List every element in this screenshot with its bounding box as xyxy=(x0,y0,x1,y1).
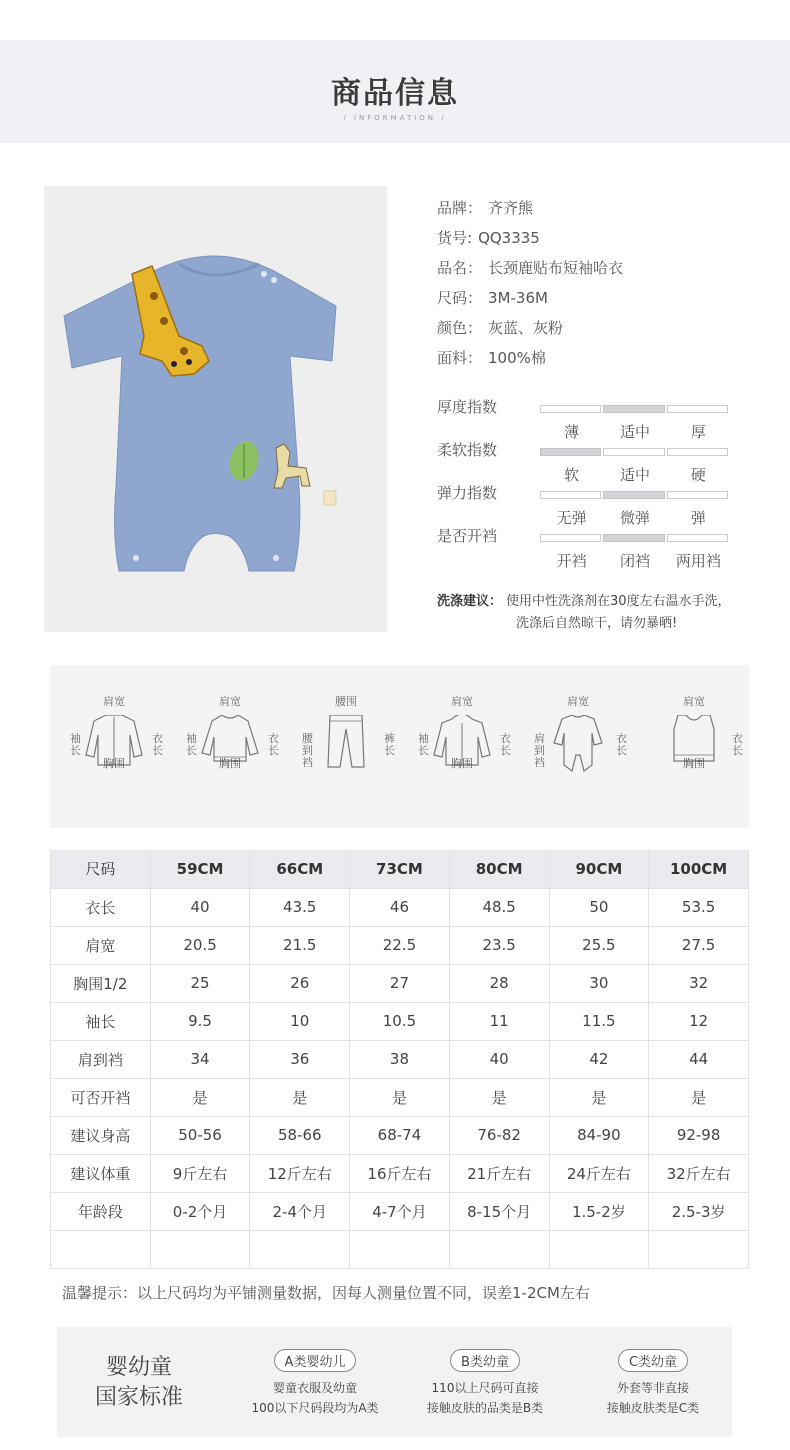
index-row xyxy=(437,396,757,439)
table-cell xyxy=(649,1230,749,1268)
index-option: 硬 xyxy=(690,466,706,484)
table-cell: 38 xyxy=(350,1040,450,1078)
table-cell: 27.5 xyxy=(649,926,749,964)
table-cell: 1.5-2岁 xyxy=(549,1192,649,1230)
index-name: 柔软指数 xyxy=(437,441,498,459)
garment-diagram xyxy=(172,665,288,828)
row-label: 袖长 xyxy=(51,1002,151,1040)
measure-top-label: 肩宽 xyxy=(451,695,473,708)
table-cell: 是 xyxy=(549,1078,649,1116)
table-cell: 26 xyxy=(250,964,350,1002)
table-cell: 22.5 xyxy=(350,926,450,964)
row-label: 胸围1/2 xyxy=(51,964,151,1002)
measure-top-label: 肩宽 xyxy=(683,695,705,708)
index-option: 弹 xyxy=(690,509,706,527)
index-row xyxy=(437,482,757,525)
table-row xyxy=(51,1040,749,1078)
index-option: 薄 xyxy=(564,423,580,441)
measure-top-label: 肩宽 xyxy=(103,695,125,708)
table-cell: 是 xyxy=(150,1078,250,1116)
table-cell: 92-98 xyxy=(649,1116,749,1154)
garment-diagram xyxy=(520,665,636,828)
row-label: 衣长 xyxy=(51,888,151,926)
index-segment xyxy=(667,534,728,542)
table-row xyxy=(51,1116,749,1154)
table-cell: 53.5 xyxy=(649,888,749,926)
measurement-guide xyxy=(50,665,749,828)
table-cell xyxy=(150,1230,250,1268)
index-option: 软 xyxy=(564,466,580,484)
measure-top-label: 肩宽 xyxy=(219,695,241,708)
table-cell: 84-90 xyxy=(549,1116,649,1154)
table-cell: 4-7个月 xyxy=(350,1192,450,1230)
index-name: 厚度指数 xyxy=(437,398,498,416)
measure-middle-label: 胸围 xyxy=(219,757,241,770)
index-row xyxy=(437,525,757,568)
info-row-fabric: 面料： 100%棉 xyxy=(437,349,546,367)
measure-top-label: 肩宽 xyxy=(567,695,589,708)
table-cell xyxy=(250,1230,350,1268)
table-cell: 50-56 xyxy=(150,1116,250,1154)
measure-top-label: 腰围 xyxy=(335,695,357,708)
index-segment xyxy=(603,405,664,413)
table-cell: 25.5 xyxy=(549,926,649,964)
measure-left-label: 肩到裆 xyxy=(534,732,545,769)
table-cell: 23.5 xyxy=(449,926,549,964)
index-option: 厚 xyxy=(690,423,706,441)
table-cell: 46 xyxy=(350,888,450,926)
index-row xyxy=(437,439,757,482)
romper-icon xyxy=(548,715,608,775)
size-header-cell: 73CM xyxy=(350,850,450,888)
index-bar xyxy=(540,405,730,413)
index-segment xyxy=(603,491,664,499)
row-label: 建议身高 xyxy=(51,1116,151,1154)
info-row-brand: 品牌： 齐齐熊 xyxy=(437,199,534,217)
info-row-sku: 货号: QQ3335 xyxy=(437,229,540,247)
product-photo xyxy=(44,186,387,632)
size-header-cell: 80CM xyxy=(449,850,549,888)
table-cell: 是 xyxy=(649,1078,749,1116)
measure-right-label: 衣长 xyxy=(732,732,743,757)
table-cell: 9斤左右 xyxy=(150,1154,250,1192)
page-subtitle: / INFORMATION / xyxy=(343,114,447,122)
index-option: 开裆 xyxy=(556,552,587,570)
table-cell: 是 xyxy=(350,1078,450,1116)
index-segment xyxy=(540,448,601,456)
size-tip: 温馨提示：以上尺码均为平铺测量数据，因每人测量位置不同，误差1-2CM左右 xyxy=(62,1284,590,1302)
table-cell: 21斤左右 xyxy=(449,1154,549,1192)
table-cell: 40 xyxy=(449,1040,549,1078)
table-cell: 8-15个月 xyxy=(449,1192,549,1230)
garment-diagram xyxy=(636,665,752,828)
wash-label: 洗涤建议： xyxy=(437,594,503,609)
table-row xyxy=(51,964,749,1002)
index-segment xyxy=(667,405,728,413)
table-cell: 50 xyxy=(549,888,649,926)
measure-middle-label: 胸围 xyxy=(451,757,473,770)
index-segment xyxy=(603,534,664,542)
table-cell: 43.5 xyxy=(250,888,350,926)
table-cell: 0-2个月 xyxy=(150,1192,250,1230)
fabric-index-block xyxy=(437,396,757,568)
table-cell xyxy=(449,1230,549,1268)
measure-right-label: 衣长 xyxy=(500,732,511,757)
row-label xyxy=(51,1230,151,1268)
info-header xyxy=(0,40,790,143)
table-row xyxy=(51,1002,749,1040)
table-cell: 36 xyxy=(250,1040,350,1078)
standard-class-b: B类幼童 110以上尺码可直接 接触皮肤的品类是B类 xyxy=(410,1349,560,1418)
index-segment xyxy=(540,405,601,413)
index-segment xyxy=(603,448,664,456)
table-cell: 27 xyxy=(350,964,450,1002)
measure-left-label: 腰到裆 xyxy=(302,732,313,769)
index-option: 两用裆 xyxy=(675,552,721,570)
table-row xyxy=(51,888,749,926)
table-cell: 34 xyxy=(150,1040,250,1078)
measure-right-label: 裤长 xyxy=(384,732,395,757)
index-bar xyxy=(540,534,730,542)
row-label: 可否开裆 xyxy=(51,1078,151,1116)
table-cell: 16斤左右 xyxy=(350,1154,450,1192)
table-cell: 24斤左右 xyxy=(549,1154,649,1192)
wash-advice xyxy=(437,591,767,635)
table-cell: 12 xyxy=(649,1002,749,1040)
standard-class-c: C类幼童 外套等非直接 接触皮肤类是C类 xyxy=(578,1349,728,1418)
page-title: 商品信息 xyxy=(331,76,459,111)
table-cell: 2.5-3岁 xyxy=(649,1192,749,1230)
table-cell: 40 xyxy=(150,888,250,926)
index-bar xyxy=(540,491,730,499)
pants-icon xyxy=(316,715,376,775)
table-cell: 28 xyxy=(449,964,549,1002)
measure-right-label: 衣长 xyxy=(616,732,627,757)
table-row xyxy=(51,1154,749,1192)
table-cell xyxy=(549,1230,649,1268)
table-cell: 10 xyxy=(250,1002,350,1040)
index-name: 是否开裆 xyxy=(437,527,498,545)
table-cell: 10.5 xyxy=(350,1002,450,1040)
table-cell: 9.5 xyxy=(150,1002,250,1040)
table-cell: 是 xyxy=(250,1078,350,1116)
measure-right-label: 衣长 xyxy=(268,732,279,757)
size-header-cell: 66CM xyxy=(250,850,350,888)
table-cell: 44 xyxy=(649,1040,749,1078)
table-cell: 12斤左右 xyxy=(250,1154,350,1192)
table-cell: 11 xyxy=(449,1002,549,1040)
wash-line1: 使用中性洗涤剂在30度左右温水手洗， xyxy=(506,594,731,609)
table-cell: 11.5 xyxy=(549,1002,649,1040)
table-cell: 42 xyxy=(549,1040,649,1078)
table-cell: 68-74 xyxy=(350,1116,450,1154)
table-cell xyxy=(350,1230,450,1268)
size-table xyxy=(50,850,749,1269)
standard-title: 婴幼童 国家标准 xyxy=(94,1355,183,1410)
row-label: 建议体重 xyxy=(51,1154,151,1192)
size-header-cell: 100CM xyxy=(649,850,749,888)
garment-diagram xyxy=(288,665,404,828)
size-header-label: 尺码 xyxy=(51,850,151,888)
size-header-cell: 59CM xyxy=(150,850,250,888)
info-row-size: 尺码： 3M-36M xyxy=(437,289,548,307)
measure-left-label: 袖长 xyxy=(186,732,197,757)
measure-right-label: 衣长 xyxy=(152,732,163,757)
garment-diagram xyxy=(404,665,520,828)
index-segment xyxy=(667,448,728,456)
size-table-header xyxy=(51,850,749,888)
info-row-name: 品名： 长颈鹿贴布短袖哈衣 xyxy=(437,259,624,277)
national-standard xyxy=(57,1327,732,1437)
measure-left-label: 袖长 xyxy=(418,732,429,757)
table-cell: 30 xyxy=(549,964,649,1002)
table-cell: 58-66 xyxy=(250,1116,350,1154)
index-segment xyxy=(540,491,601,499)
size-header-cell: 90CM xyxy=(549,850,649,888)
info-row-color: 颜色： 灰蓝、灰粉 xyxy=(437,319,564,337)
measure-left-label: 袖长 xyxy=(70,732,81,757)
standard-class-a: A类婴幼儿 婴童衣服及幼童 100以下尺码段均为A类 xyxy=(240,1349,390,1418)
index-option: 无弹 xyxy=(556,509,587,527)
standard-tag-b: B类幼童 xyxy=(450,1349,520,1372)
table-cell: 21.5 xyxy=(250,926,350,964)
row-label: 肩到裆 xyxy=(51,1040,151,1078)
measure-middle-label: 胸围 xyxy=(683,757,705,770)
table-cell: 2-4个月 xyxy=(250,1192,350,1230)
index-option: 微弹 xyxy=(619,509,650,527)
index-option: 适中 xyxy=(619,423,650,441)
table-cell: 是 xyxy=(449,1078,549,1116)
standard-tag-c: C类幼童 xyxy=(618,1349,688,1372)
measure-middle-label: 胸围 xyxy=(103,757,125,770)
romper-illustration xyxy=(44,186,387,632)
product-info-list xyxy=(437,197,767,377)
standard-tag-a: A类婴幼儿 xyxy=(274,1349,357,1372)
index-option: 闭裆 xyxy=(619,552,650,570)
row-label: 年龄段 xyxy=(51,1192,151,1230)
garment-diagram xyxy=(56,665,172,828)
index-option: 适中 xyxy=(619,466,650,484)
table-cell: 25 xyxy=(150,964,250,1002)
table-cell: 32斤左右 xyxy=(649,1154,749,1192)
index-segment xyxy=(667,491,728,499)
table-cell: 48.5 xyxy=(449,888,549,926)
index-segment xyxy=(540,534,601,542)
table-cell: 20.5 xyxy=(150,926,250,964)
table-row xyxy=(51,1192,749,1230)
table-row xyxy=(51,1230,749,1268)
table-row xyxy=(51,1078,749,1116)
index-name: 弹力指数 xyxy=(437,484,498,502)
wash-line2: 洗涤后自然晾干，请勿暴晒! xyxy=(516,616,678,631)
index-bar xyxy=(540,448,730,456)
table-row xyxy=(51,926,749,964)
table-cell: 32 xyxy=(649,964,749,1002)
row-label: 肩宽 xyxy=(51,926,151,964)
table-cell: 76-82 xyxy=(449,1116,549,1154)
